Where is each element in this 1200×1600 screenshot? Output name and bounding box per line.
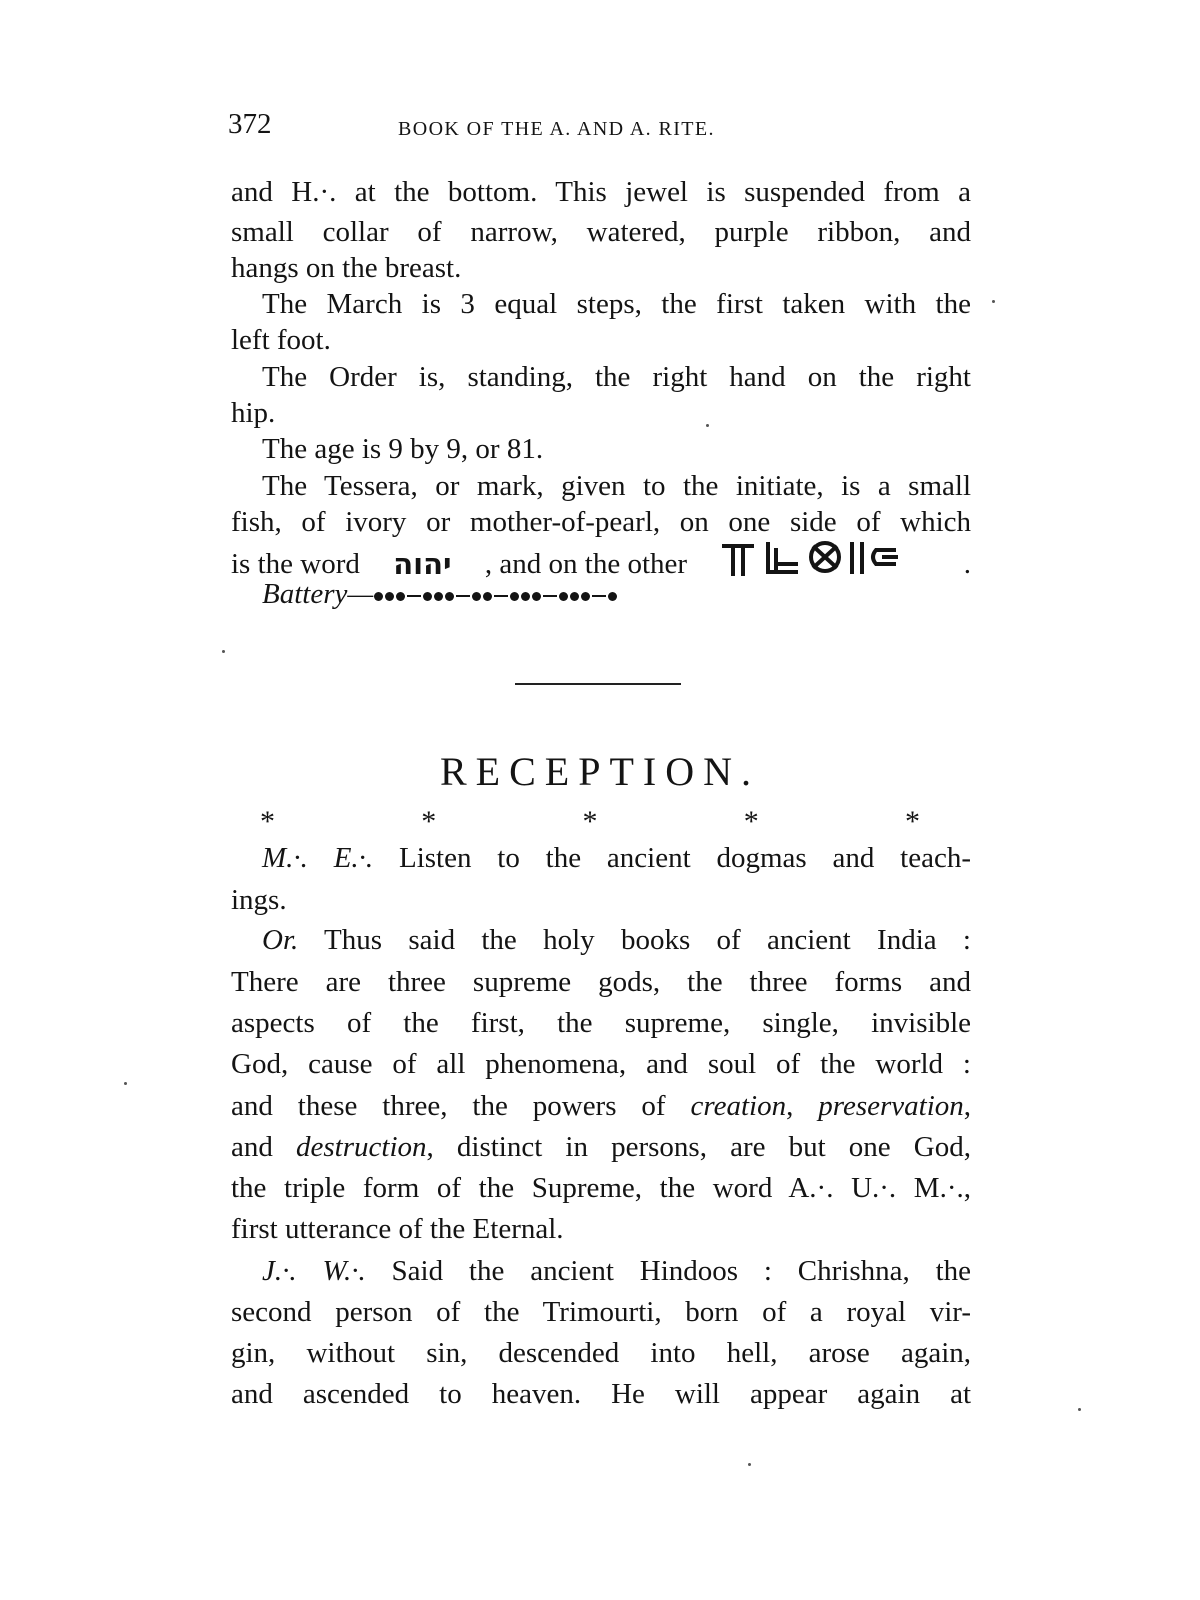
text-line: and H.·. at the bottom. This jewel is suspended from a [231,176,971,208]
text-fragment: , [963,1090,972,1122]
speaker-label: J.·. W.·. [262,1255,366,1287]
page-number: 372 [228,108,272,140]
battery-knock-dot [510,592,519,601]
battery-knock-dot [570,592,579,601]
text-fragment: , and on the other [484,547,688,580]
battery-knock-dot [423,592,432,601]
text-line: hip. [231,397,276,429]
text-line [231,1086,971,1126]
battery-knock-dot [396,592,405,601]
battery-dash [407,595,421,597]
text-line: and ascended to heaven. He will appear again at [231,1378,971,1410]
speech-line [262,920,971,960]
text-line: first utterance of the Eternal. [231,1213,564,1245]
print-speck [748,1463,751,1466]
battery-knock-dot [521,592,530,601]
asterisk: * [260,805,275,838]
section-heading: RECEPTION. [440,749,760,794]
speech-text: Said the ancient Hindoos : Chrishna, the [365,1255,971,1287]
asterisk: * [905,805,920,838]
battery-knocks [373,574,618,614]
battery-knock-dot [581,592,590,601]
text-fragment: and [231,1131,297,1163]
battery-dash [494,595,508,597]
running-header [228,108,988,148]
print-speck [222,650,225,653]
text-line: aspects of the first, the supreme, single, invisible [231,1007,971,1039]
battery-knock-dot [445,592,454,601]
asterisk: * [743,805,759,838]
section-divider [515,683,681,685]
italic-term: destruction [296,1131,427,1163]
print-speck [992,300,995,303]
print-speck [124,1082,127,1085]
hebrew-word: יהוה [393,546,452,581]
battery-knock-dot [374,592,383,601]
speech-line [262,838,971,878]
text-fragment: is the word [231,547,360,580]
battery-dash [543,595,557,597]
text-line: the triple form of the Supreme, the word A.·. U.·. M.·., [231,1172,971,1204]
text-fragment: and these three, the powers of [231,1090,691,1122]
text-line: fish, of ivory or mother-of-pearl, on one side of which [231,506,971,538]
battery-knock-dot [559,592,568,601]
asterisk: * [421,805,437,838]
text-line: ings. [231,884,287,916]
text-line: small collar of narrow, watered, purple ribbon, and [231,216,971,248]
asterisk: * [582,805,598,838]
speech-line [262,1251,971,1291]
text-line: hangs on the breast. [231,252,462,284]
battery-dash [592,595,606,597]
speech-text: Listen to the ancient dogmas and teach- [373,842,971,874]
italic-term: preservation [818,1090,964,1122]
text-line: left foot. [231,324,331,356]
text-line: God, cause of all phenomena, and soul of the world : [231,1048,971,1080]
battery-knock-dot [483,592,492,601]
asterism [260,805,920,839]
text-line: The Tessera, or mark, given to the initiate, is a small [262,470,971,502]
battery-knock-dot [434,592,443,601]
speaker-label: M.·. E.·. [262,842,374,874]
speaker-label: Or. [262,924,299,956]
text-line: There are three supreme gods, the three forms and [231,966,971,998]
text-line [231,1127,971,1167]
running-title: BOOK OF THE A. AND A. RITE. [398,118,715,140]
italic-term: creation [690,1090,787,1122]
battery-line [262,574,971,614]
print-speck [706,424,709,427]
text-line: The age is 9 by 9, or 81. [262,433,544,465]
speech-text: Thus said the holy books of ancient India : [298,924,971,956]
text-line: gin, without sin, descended into hell, arose again, [231,1337,971,1369]
text-fragment: , [786,1090,819,1122]
battery-knock-dot [472,592,481,601]
battery-knock-dot [532,592,541,601]
battery-knock-dot [385,592,394,601]
battery-dash [456,595,470,597]
text-fragment: . [963,547,971,580]
battery-label: Battery— [262,578,374,610]
battery-knock-dot [608,592,617,601]
text-fragment: , distinct in persons, are but one God, [426,1131,971,1163]
text-line: The March is 3 equal steps, the first taken with the [262,288,971,320]
text-line: The Order is, standing, the right hand on the right [262,361,971,393]
text-line: second person of the Trimourti, born of a royal vir- [231,1296,971,1328]
print-speck [1078,1408,1081,1411]
